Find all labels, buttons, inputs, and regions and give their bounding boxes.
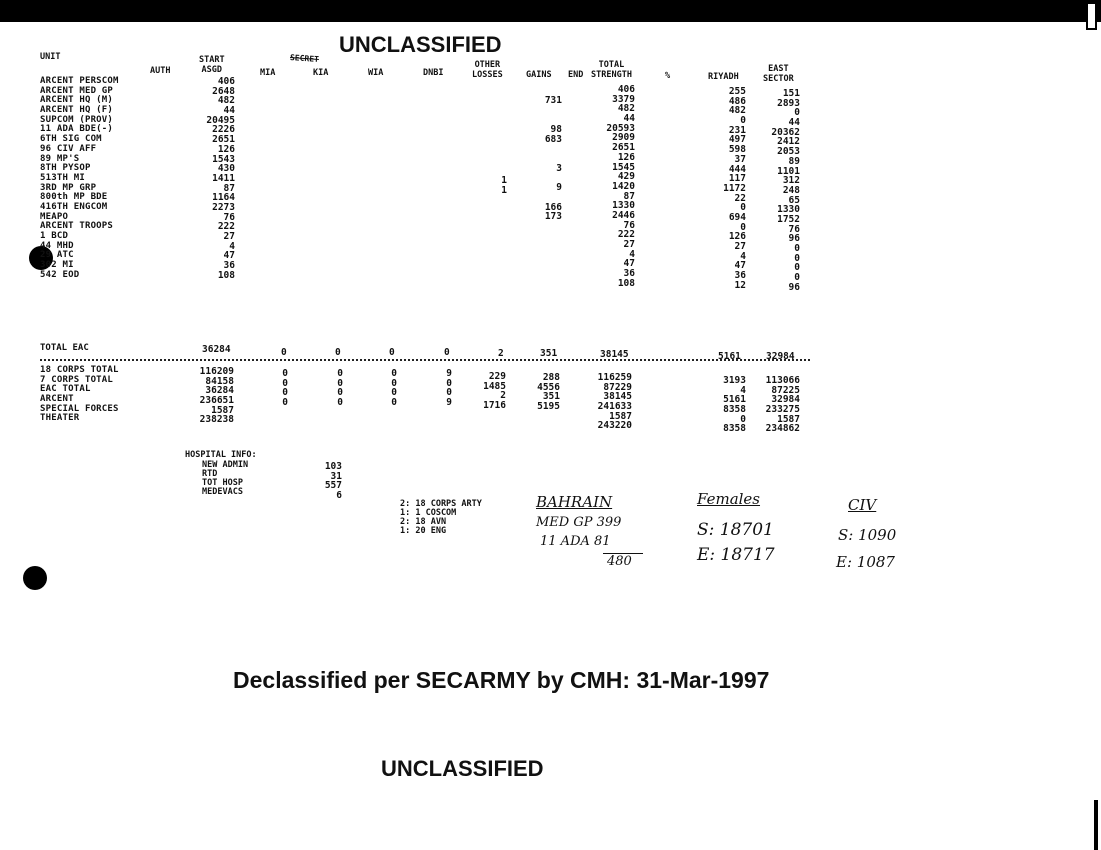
summary-label: SPECIAL FORCES: [40, 403, 119, 414]
total-eac-kia: 0: [335, 347, 341, 358]
classification-top: UNCLASSIFIED: [339, 32, 502, 57]
summary-dnbi: [440, 417, 452, 427]
summary-east: 233275: [765, 404, 800, 416]
total-eac-gains: 351: [540, 348, 558, 359]
hospital-label-column: [202, 461, 248, 497]
header-start-asgd: START ASGD: [199, 55, 225, 75]
unit-total-strength: 108: [617, 277, 635, 289]
hospital-value: 103: [324, 461, 342, 472]
unit-riyadh: 36: [734, 270, 746, 282]
summary-riyadh: 0: [740, 413, 746, 425]
summary-gains-column: [524, 373, 560, 431]
unit-east-sector: 0: [794, 107, 800, 119]
hospital-value: 557: [324, 480, 342, 492]
handwritten-females-s: S: 18701: [697, 520, 774, 540]
unit-gains: 9: [556, 182, 562, 194]
total-eac-east: 32984: [766, 351, 795, 362]
unit-gains: 98: [550, 124, 562, 136]
unit-name: 3RD MP GRP: [40, 182, 97, 193]
unit-other-losses: 1: [501, 175, 507, 186]
summary-east-column: [750, 376, 800, 434]
unit-total-strength: 44: [623, 113, 635, 125]
header-total-strength: TOTAL STRENGTH: [591, 60, 632, 80]
header-dnbi: DNBI: [423, 68, 444, 78]
handwritten-civ-title: CIV: [848, 496, 877, 514]
unit-east-sector: 2893: [777, 97, 800, 109]
scan-top-border: [0, 0, 1101, 22]
unit-total-strength: 2909: [612, 132, 635, 144]
unit-total-strength: 1545: [612, 161, 635, 173]
summary-wia: 0: [391, 397, 397, 409]
unit-riyadh: 0: [740, 221, 746, 233]
unit-asgd: 2651: [212, 134, 235, 146]
total-eac-dnbi: 0: [444, 347, 450, 358]
handwritten-civ-e: E: 1087: [836, 553, 895, 571]
handwritten-females-e: E: 18717: [697, 545, 775, 565]
unit-asgd: 1543: [212, 153, 235, 165]
struck-secret-marking: SECRET: [289, 53, 320, 64]
summary-mia: 0: [282, 377, 288, 389]
summary-label-column: [40, 366, 119, 424]
summary-mia: 0: [282, 397, 288, 409]
summary-asgd: 238238: [199, 414, 234, 426]
unit-gains: 173: [544, 211, 562, 223]
punch-hole: [23, 566, 47, 590]
unit-name: 302 MI: [40, 260, 74, 271]
total-eac-total: 38145: [600, 349, 629, 360]
unit-gains: 166: [544, 201, 562, 213]
header-east-sector: EAST SECTOR: [763, 64, 794, 84]
unit-asgd: 47: [223, 250, 235, 262]
unit-riyadh: 255: [728, 86, 746, 97]
header-percent: %: [665, 71, 671, 81]
unit-name: ARCENT HQ (F): [40, 105, 114, 116]
note-line: 2: 18 CORPS ARTY: [400, 499, 482, 509]
unit-total-strength: 126: [617, 151, 635, 163]
summary-other: 2: [500, 390, 506, 402]
unit-east-sector: 0: [794, 252, 800, 264]
hospital-value: 6: [336, 490, 342, 502]
summary-other: [468, 420, 506, 430]
summary-dnbi: 0: [446, 377, 452, 389]
header-wia: WIA: [368, 68, 384, 78]
summary-riyadh: 8358: [723, 423, 746, 435]
unit-total-strength: 1330: [612, 200, 635, 212]
declassification-statement: Declassified per SECARMY by CMH: 31-Mar-1997: [233, 667, 770, 693]
summary-total: 87229: [603, 381, 632, 393]
handwritten-bahrain-line1: MED GP 399: [536, 515, 622, 530]
unit-riyadh: 12: [734, 279, 746, 291]
unit-east-sector: 96: [788, 233, 800, 245]
summary-wia: 0: [391, 368, 397, 379]
unit-name: ARCENT MED GP: [40, 85, 114, 96]
scan-right-edge: [1094, 800, 1098, 850]
summary-gains: 351: [542, 391, 560, 403]
summary-wia: 0: [391, 387, 397, 399]
summary-riyadh: 8358: [723, 404, 746, 416]
unit-riyadh: 694: [728, 211, 746, 223]
unit-asgd: 1411: [212, 172, 235, 184]
unit-east-sector: 89: [788, 155, 800, 167]
unit-riyadh: 444: [728, 163, 746, 175]
unit-gains: 731: [544, 95, 562, 106]
unit-total-strength: 429: [617, 171, 635, 183]
unit-name: ARCENT TROOPS: [40, 221, 114, 232]
unit-name: 542 EOD: [40, 269, 80, 280]
summary-mia-column: [276, 369, 288, 427]
gains-column: [525, 96, 562, 290]
summary-other-column: [468, 372, 506, 430]
summary-total: 243220: [597, 420, 632, 432]
unit-east-sector: 0: [794, 262, 800, 274]
hospital-info-title: HOSPITAL INFO:: [185, 450, 257, 460]
unit-riyadh: 117: [728, 173, 746, 185]
unit-name: 11 ADA BDE(-): [40, 124, 114, 135]
unit-east-sector: 44: [788, 117, 800, 129]
unit-asgd: 4: [229, 240, 235, 252]
unit-riyadh: 0: [740, 202, 746, 214]
unit-east-sector: 248: [782, 184, 800, 196]
unit-total-strength: 2446: [612, 209, 635, 221]
unit-total-strength: 482: [617, 103, 635, 115]
unit-name: 44 MHD: [40, 240, 74, 251]
unit-name: 416TH ENGCOM: [40, 201, 108, 212]
other-losses-column: [470, 176, 507, 302]
unit-asgd: 222: [217, 221, 235, 233]
header-mia: MIA: [260, 68, 276, 78]
summary-riyadh: 4: [740, 384, 746, 396]
header-other-losses: OTHER LOSSES: [472, 60, 503, 80]
total-eac-asgd: 36284: [202, 344, 231, 355]
header-auth: AUTH: [150, 66, 171, 76]
summary-other: 1716: [483, 400, 506, 412]
unit-name: MEAPO: [40, 211, 69, 222]
summary-label: THEATER: [40, 413, 80, 424]
unit-riyadh: 27: [734, 241, 746, 252]
header-kia: KIA: [313, 68, 329, 78]
hospital-label: TOT HOSP: [202, 478, 243, 488]
unit-asgd: 406: [217, 76, 235, 87]
summary-total-column: [580, 373, 632, 431]
handwritten-bahrain-total: 480: [607, 554, 632, 569]
summary-other: 229: [488, 371, 506, 382]
unit-east-sector: 1101: [777, 165, 800, 177]
unit-other-losses: 1: [501, 184, 507, 196]
summary-riyadh: 5161: [723, 394, 746, 406]
unit-riyadh: 47: [734, 260, 746, 272]
unit-asgd: 36: [223, 260, 235, 272]
summary-east: 113066: [765, 375, 800, 386]
summary-dnbi-column: [440, 369, 452, 427]
unit-east-sector: 1330: [777, 204, 800, 216]
unit-east-sector: 2053: [777, 146, 800, 158]
asgd-column: [185, 77, 235, 280]
unit-riyadh: 0: [740, 115, 746, 127]
unit-asgd: 20495: [206, 114, 235, 126]
summary-kia: 0: [337, 368, 343, 379]
summary-label: ARCENT: [40, 394, 74, 405]
unit-name: ARCENT HQ (M): [40, 95, 114, 106]
unit-east-sector: 96: [788, 281, 800, 293]
unit-total-strength: 36: [623, 268, 635, 280]
unit-asgd: 2273: [212, 201, 235, 213]
summary-east: 1587: [777, 413, 800, 425]
summary-total: 1587: [609, 410, 632, 422]
header-riyadh: RIYADH: [708, 72, 739, 82]
summary-dnbi: 0: [446, 387, 452, 399]
unit-gains: 683: [544, 133, 562, 145]
summary-wia: 0: [391, 377, 397, 389]
unit-asgd: 1164: [212, 192, 235, 204]
unit-name: ARCENT PERSCOM: [40, 76, 119, 86]
hospital-label: NEW ADMIN: [202, 460, 249, 470]
summary-wia-column: [385, 369, 397, 427]
unit-name-column: [40, 77, 119, 280]
unit-asgd: 2648: [212, 85, 235, 97]
unit-asgd: 2226: [212, 124, 235, 136]
unit-total-strength: 1420: [612, 180, 635, 192]
unit-name: 96 CIV AFF: [40, 143, 97, 154]
summary-kia: 0: [337, 397, 343, 409]
unit-name: SUPCOM (PROV): [40, 114, 114, 125]
unit-total-strength: 47: [623, 258, 635, 270]
unit-total-strength: 20593: [606, 122, 635, 134]
handwritten-civ-s: S: 1090: [838, 526, 897, 544]
unit-asgd: 27: [223, 231, 235, 242]
total-eac-mia: 0: [281, 347, 287, 358]
summary-total: 241633: [597, 401, 632, 413]
total-strength-column: [585, 85, 635, 288]
unit-name: 800th MP BDE: [40, 192, 108, 203]
summary-mia: 0: [282, 387, 288, 399]
summary-kia-column: [331, 369, 343, 427]
unit-name: 8TH PYSOP: [40, 163, 91, 174]
unit-gains: 3: [556, 162, 562, 174]
total-eac-riyadh: 5161: [718, 351, 741, 362]
summary-total: 116259: [597, 372, 632, 383]
total-eac-label: TOTAL EAC: [40, 343, 89, 353]
unit-riyadh: 22: [734, 192, 746, 204]
summary-kia: 0: [337, 377, 343, 389]
unit-asgd: 108: [217, 269, 235, 281]
handwritten-bahrain-title: BAHRAIN: [536, 493, 613, 511]
unit-riyadh: 497: [728, 134, 746, 146]
unit-other-losses: [470, 292, 507, 302]
summary-mia: 0: [282, 368, 288, 379]
unit-total-strength: 4: [629, 248, 635, 260]
unit-name: 6TH SIG COM: [40, 134, 102, 145]
classification-bottom: UNCLASSIFIED: [381, 756, 544, 781]
east-sector-column: [752, 89, 800, 292]
summary-label: EAC TOTAL: [40, 384, 91, 395]
handwritten-females-title: Females: [697, 490, 761, 508]
total-eac-other: 2: [498, 348, 504, 359]
unit-east-sector: 76: [788, 223, 800, 235]
unit-gains: [525, 280, 562, 290]
unit-asgd: 87: [223, 182, 235, 194]
summary-label: 7 CORPS TOTAL: [40, 374, 114, 385]
header-unit: UNIT: [40, 52, 61, 62]
riyadh-column: [700, 87, 746, 290]
summary-mia: [276, 417, 288, 427]
hospital-value: 31: [330, 470, 342, 482]
handwritten-bahrain-line2: 11 ADA 81: [540, 534, 611, 549]
summary-kia: 0: [337, 387, 343, 399]
scan-edge-artifact: [1086, 2, 1097, 30]
summary-gains: 288: [542, 372, 560, 383]
hospital-label: RTD: [202, 469, 218, 479]
summary-east: 87225: [771, 384, 800, 396]
hospital-value-column: [310, 462, 342, 501]
summary-riyadh-column: [700, 376, 746, 434]
note-line: 2: 18 AVN: [400, 517, 447, 527]
unit-east-sector: 0: [794, 243, 800, 254]
summary-wia: [385, 417, 397, 427]
summary-total: 38145: [603, 391, 632, 403]
unit-riyadh: 482: [728, 105, 746, 117]
unit-east-sector: 151: [782, 88, 800, 99]
unit-asgd: 430: [217, 163, 235, 175]
summary-other: 1485: [483, 380, 506, 392]
summary-dnbi: 9: [446, 397, 452, 409]
unit-notes: [400, 500, 482, 536]
summary-asgd: 1587: [211, 404, 234, 416]
summary-asgd: 116209: [199, 366, 234, 377]
dotted-separator: [40, 359, 810, 361]
summary-asgd: 36284: [205, 385, 234, 397]
summary-dnbi: 9: [446, 368, 452, 379]
unit-name: 1 BCD: [40, 231, 69, 241]
summary-asgd: 84158: [205, 375, 234, 387]
summary-gains: 4556: [537, 381, 560, 393]
summary-gains: [524, 421, 560, 431]
summary-asgd: 236651: [199, 395, 234, 407]
unit-riyadh: 486: [728, 95, 746, 107]
unit-asgd: 482: [217, 95, 235, 107]
summary-riyadh: 3193: [723, 375, 746, 386]
unit-east-sector: 312: [782, 175, 800, 187]
unit-riyadh: 231: [728, 124, 746, 136]
unit-total-strength: 76: [623, 219, 635, 231]
hospital-label: MEDEVACS: [202, 487, 243, 497]
unit-total-strength: 27: [623, 239, 635, 250]
unit-east-sector: 65: [788, 194, 800, 206]
unit-asgd: 44: [223, 105, 235, 117]
unit-riyadh: 126: [728, 231, 746, 243]
unit-name: 29 ATC: [40, 250, 74, 261]
summary-kia: [331, 417, 343, 427]
total-eac-wia: 0: [389, 347, 395, 358]
unit-riyadh: 598: [728, 144, 746, 156]
unit-name: 89 MP'S: [40, 153, 80, 164]
summary-asgd-column: [180, 367, 234, 425]
unit-riyadh: 1172: [723, 182, 746, 194]
unit-asgd: 76: [223, 211, 235, 223]
unit-asgd: 126: [217, 143, 235, 155]
summary-east: 234862: [765, 423, 800, 435]
note-line: 1: 20 ENG: [400, 526, 447, 536]
unit-name: 513TH MI: [40, 172, 85, 183]
unit-total-strength: 3379: [612, 93, 635, 105]
unit-total-strength: 406: [617, 84, 635, 95]
unit-riyadh: 4: [740, 250, 746, 262]
note-line: 1: 1 COSCOM: [400, 508, 457, 518]
unit-east-sector: 0: [794, 272, 800, 284]
unit-riyadh: 37: [734, 153, 746, 165]
unit-east-sector: 20362: [771, 126, 800, 138]
unit-east-sector: 2412: [777, 136, 800, 148]
header-gains: GAINS: [526, 70, 552, 80]
unit-total-strength: 2651: [612, 142, 635, 154]
header-end: END: [568, 70, 584, 80]
summary-gains: 5195: [537, 401, 560, 413]
summary-east: 32984: [771, 394, 800, 406]
summary-label: 18 CORPS TOTAL: [40, 365, 119, 375]
unit-total-strength: 222: [617, 229, 635, 241]
unit-total-strength: 87: [623, 190, 635, 202]
unit-east-sector: 1752: [777, 213, 800, 225]
